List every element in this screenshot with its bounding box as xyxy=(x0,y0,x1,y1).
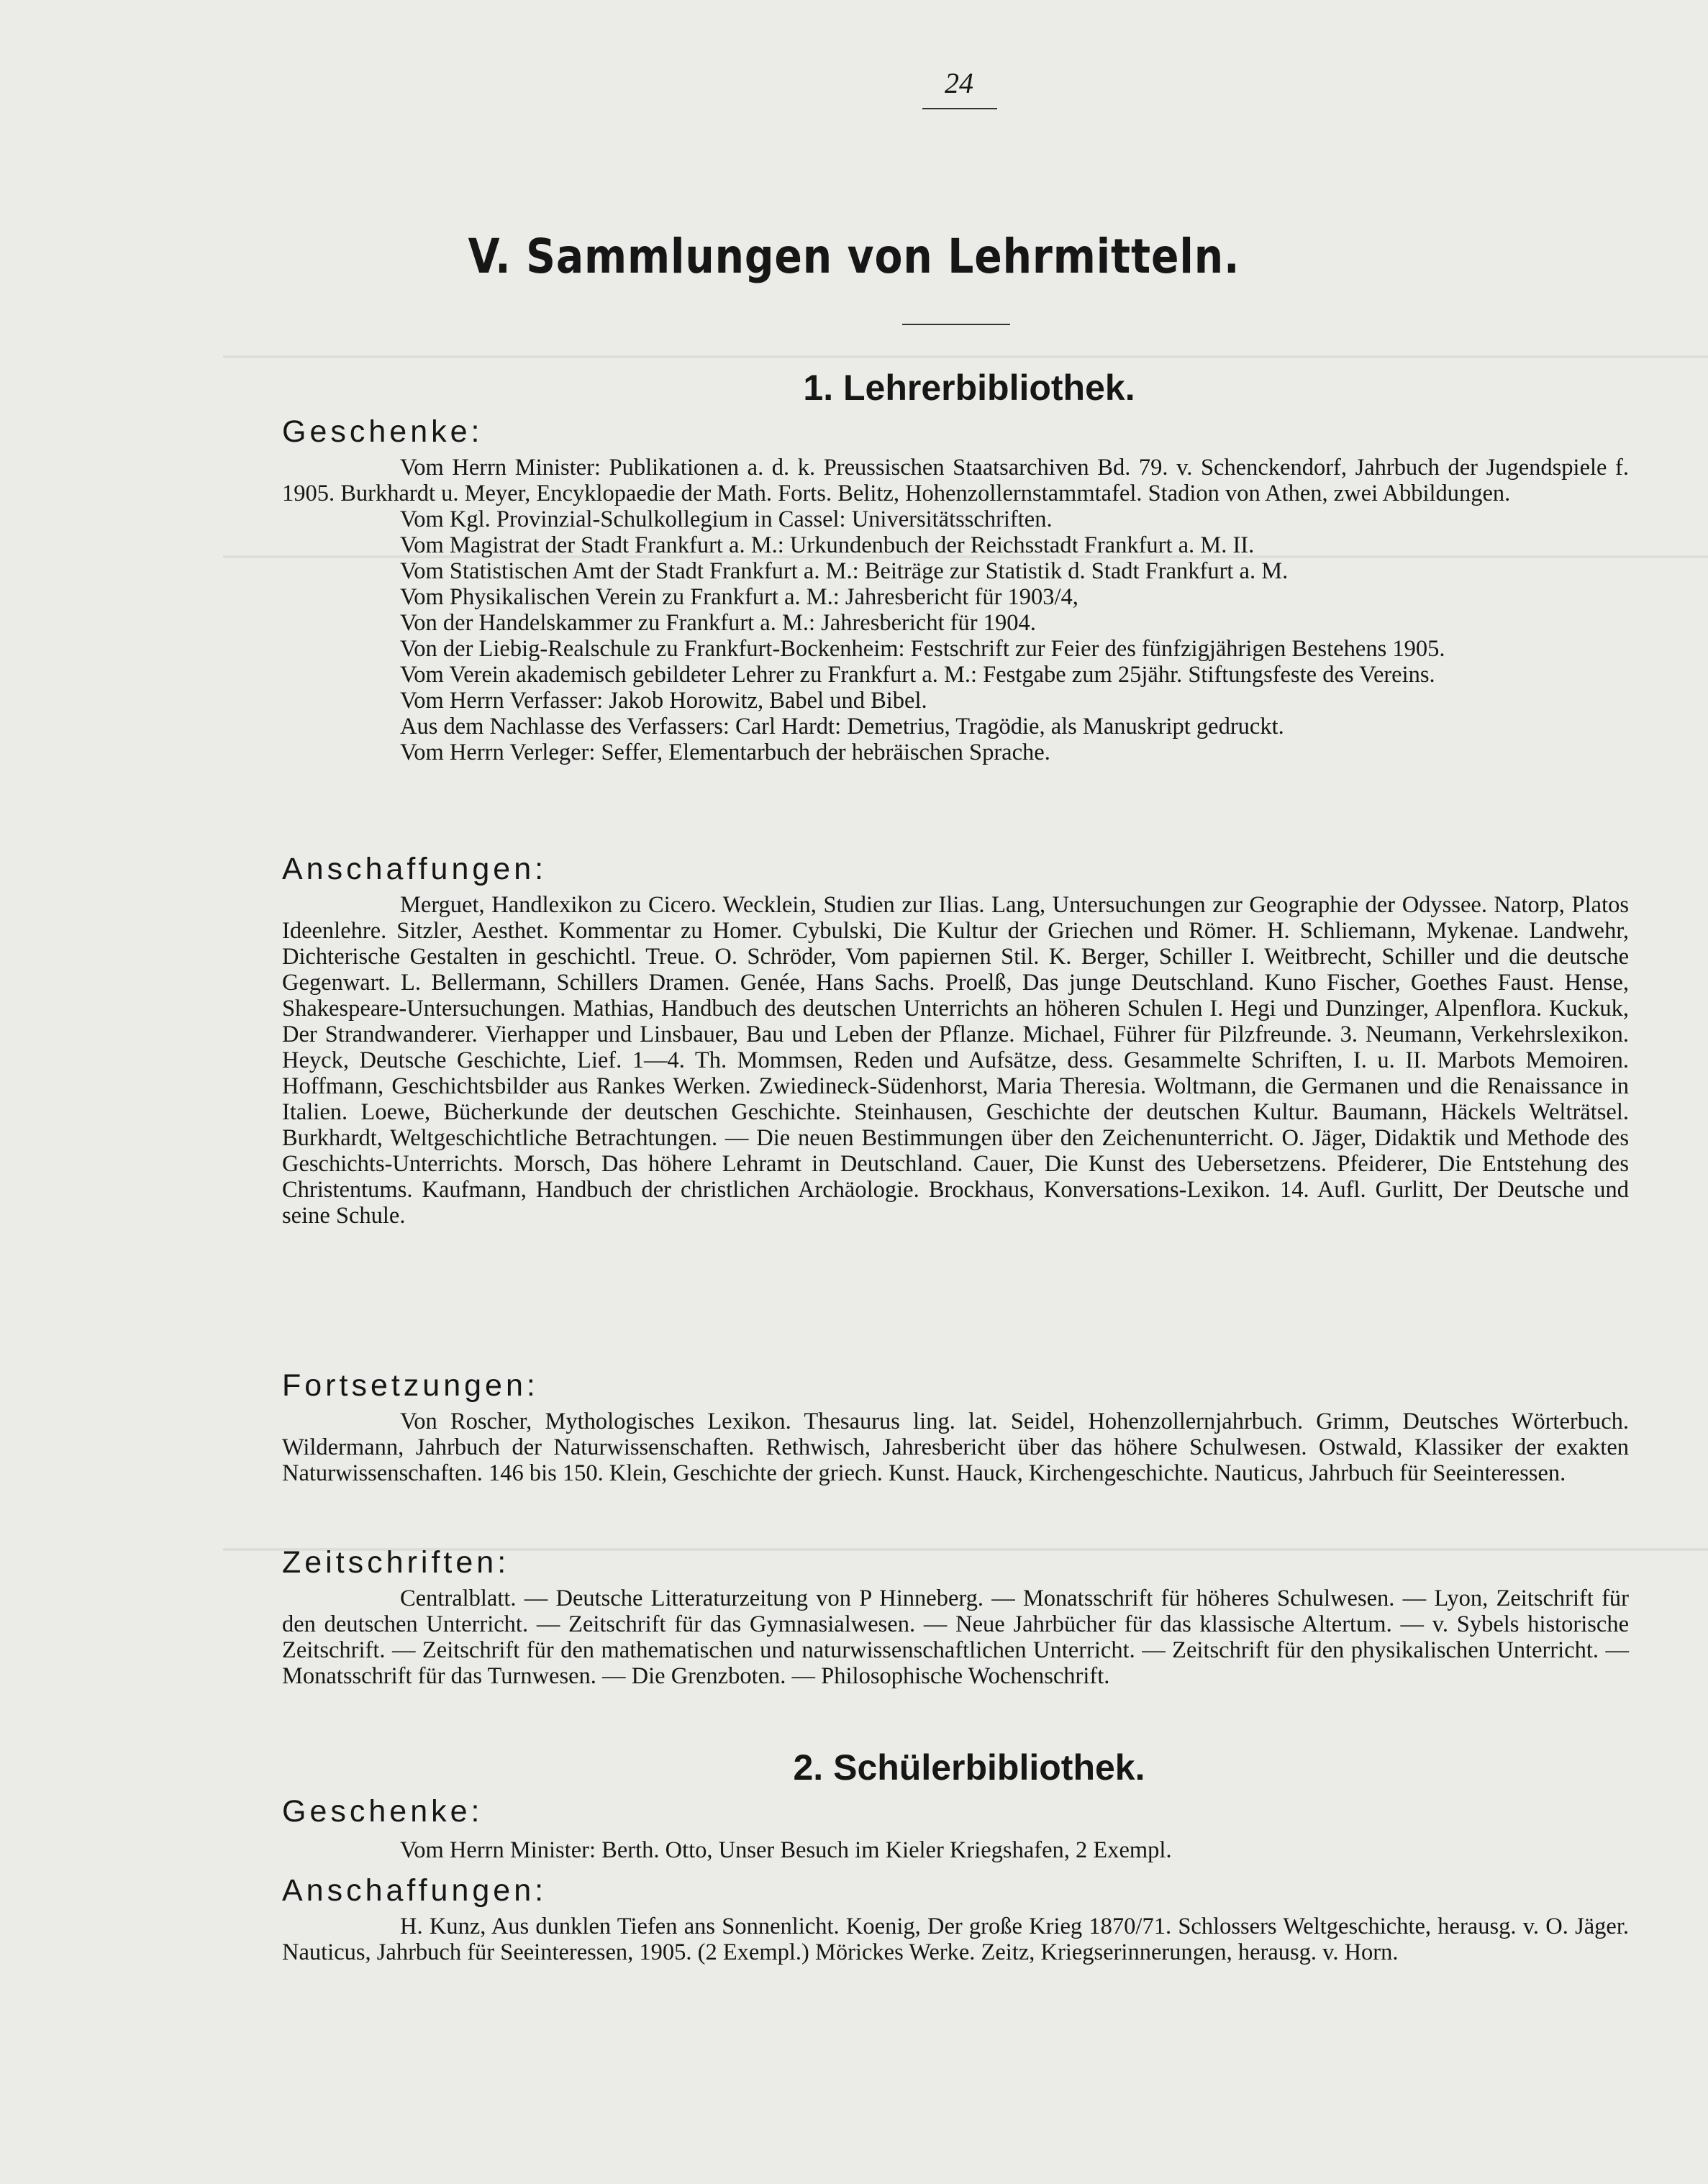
page-number-rule xyxy=(922,108,997,109)
heading-geschenke: Geschenke: xyxy=(282,414,483,449)
chapter-title: V. Sammlungen von Lehrmitteln. xyxy=(468,229,1240,284)
list-item: Aus dem Nachlasse des Verfassers: Carl Hardt: Demetrius, Tragödie, als Manuskript gedruckt. xyxy=(400,714,1284,740)
paragraph: Von Roscher, Mythologisches Lexikon. Thesaurus ling. lat. Seidel, Hohenzollernjahrbuch. Grimm, Deutsches Wörterbuch. Wildermann, Jahrbuch der Naturwissenschaften. Rethwisch, Jahresbericht über das höhere Schulwesen. Ostwald, Klassiker der exakten Naturwissenschaften. 146 bis 150. Klein, Geschichte der griech. Kunst. Hauck, Kirchengeschichte. Nauticus, Jahrbuch für Seeinteressen. xyxy=(282,1409,1629,1486)
paragraph: Centralblatt. — Deutsche Litteraturzeitung von P Hinneberg. — Monatsschrift für höheres Schulwesen. — Lyon, Zeitschrift für den deutschen Unterricht. — Zeitschrift für das Gymnasialwesen. — Neue Jahrbücher für das klassische Altertum. — v. Sybels historische Zeitschrift. — Zeitschrift für den mathematischen und naturwissenschaftlichen Unterricht. — Zeitschrift für den physikalischen Unterricht. — Monatsschrift für das Turnwesen. — Die Grenzboten. — Philosophische Wochenschrift. xyxy=(282,1585,1629,1689)
anschaffungen-text xyxy=(282,1914,1629,1965)
paragraph: Vom Herrn Minister: Berth. Otto, Unser Besuch im Kieler Kriegshafen, 2 Exempl. xyxy=(400,1837,1172,1863)
heading-geschenke: Geschenke: xyxy=(282,1794,483,1829)
bleed-through-rule xyxy=(223,355,1708,358)
list-item: Von der Liebig-Realschule zu Frankfurt-Bockenheim: Festschrift zur Feier des fünfzigjährigen Bestehens 1905. xyxy=(400,636,1445,662)
section-title-schuelerbibliothek: 2. Schülerbibliothek. xyxy=(793,1747,1145,1788)
list-item: Vom Physikalischen Verein zu Frankfurt a. M.: Jahresbericht für 1903/4, xyxy=(400,584,1078,610)
title-rule xyxy=(902,324,1010,325)
page-number: 24 xyxy=(945,67,973,99)
bleed-through-text xyxy=(432,281,443,315)
list-item: Vom Herrn Minister: Publikationen a. d. k. Preussischen Staatsarchiven Bd. 79. v. Schenckendorf, Jahrbuch der Jugendspiele f. 1905. Burkhardt u. Meyer, Encyklopaedie der Math. Forts. Belitz, Hohenzollernstammtafel. Stadion von Athen, zwei Abbildungen. xyxy=(282,455,1629,506)
heading-fortsetzungen: Fortsetzungen: xyxy=(282,1368,539,1403)
list-item: Vom Herrn Verleger: Seffer, Elementarbuch der hebräischen Sprache. xyxy=(400,740,1050,765)
geschenke-text xyxy=(282,1837,1629,1863)
list-item: Vom Herrn Verfasser: Jakob Horowitz, Babel und Bibel. xyxy=(400,688,927,714)
heading-anschaffungen: Anschaffungen: xyxy=(282,1873,548,1908)
heading-zeitschriften: Zeitschriften: xyxy=(282,1545,510,1580)
geschenke-list xyxy=(282,455,1629,765)
anschaffungen-text xyxy=(282,892,1629,1229)
list-item: Vom Magistrat der Stadt Frankfurt a. M.: Urkundenbuch der Reichsstadt Frankfurt a. M. II. xyxy=(400,532,1255,558)
list-item: Von der Handelskammer zu Frankfurt a. M.: Jahresbericht für 1904. xyxy=(400,610,1036,636)
list-item: Vom Verein akademisch gebildeter Lehrer zu Frankfurt a. M.: Festgabe zum 25jähr. Stiftungsfeste des Vereins. xyxy=(400,662,1435,688)
paragraph: Merguet, Handlexikon zu Cicero. Wecklein, Studien zur Ilias. Lang, Untersuchungen zur Geographie der Odyssee. Natorp, Platos Ideenlehre. Sitzler, Aesthet. Kommentar zu Homer. Cybulski, Die Kultur der Griechen und Römer. H. Schliemann, Mykenae. Landwehr, Dichterische Gestalten in geschichtl. Treue. O. Schröder, Vom papiernen Stil. K. Berger, Schiller I. Weitbrecht, Schiller und die deutsche Gegenwart. L. Bellermann, Schillers Dramen. Genée, Hans Sachs. Proelß, Das junge Deutschland. Kuno Fischer, Goethes Faust. Hense, Shakespeare-Untersuchungen. Mathias, Handbuch des deutschen Unterrichts an höheren Schulen I. Hegi und Dunzinger, Alpenflora. Kuckuk, Der Strandwanderer. Vierhapper und Linsbauer, Bau und Leben der Pflanze. Michael, Führer für Pilzfreunde. 3. Neumann, Verkehrslexikon. Heyck, Deutsche Geschichte, Lief. 1—4. Th. Mommsen, Reden und Aufsätze, dess. Gesammelte Schriften, I. u. II. Marbots Memoiren. Hoffmann, Geschichtsbilder aus Rankes Werken. Zwiedineck-Südenhorst, Maria Theresia. Woltmann, die Germanen und die Renaissance in Italien. Loewe, Bücherkunde der deutschen Geschichte. Steinhausen, Geschichte der deutschen Kultur. Baumann, Häckels Welträtsel. Burkhardt, Weltgeschichtliche Betrachtungen. — Die neuen Bestimmungen über den Zeichenunterricht. O. Jäger, Didaktik und Methode des Geschichts-Unterrichts. Morsch, Das höhere Lehramt in Deutschland. Cauer, Die Kunst des Uebersetzens. Pfeiderer, Die Entstehung des Christentums. Kaufmann, Handbuch der christlichen Archäologie. Brockhaus, Konversations-Lexikon. 14. Aufl. Gurlitt, Der Deutsche und seine Schule. xyxy=(282,892,1629,1229)
section-title-lehrerbibliothek: 1. Lehrerbibliothek. xyxy=(803,368,1135,408)
zeitschriften-text xyxy=(282,1585,1629,1689)
fortsetzungen-text xyxy=(282,1409,1629,1486)
paragraph: H. Kunz, Aus dunklen Tiefen ans Sonnenlicht. Koenig, Der große Krieg 1870/71. Schlossers Weltgeschichte, herausg. v. O. Jäger. Nauticus, Jahrbuch für Seeinteressen, 1905. (2 Exempl.) Mörickes Werke. Zeitz, Kriegserinnerungen, herausg. v. Horn. xyxy=(282,1914,1629,1965)
heading-anschaffungen: Anschaffungen: xyxy=(282,852,548,886)
list-item: Vom Statistischen Amt der Stadt Frankfurt a. M.: Beiträge zur Statistik d. Stadt Frankfurt a. M. xyxy=(400,558,1289,584)
list-item: Vom Kgl. Provinzial-Schulkollegium in Cassel: Universitätsschriften. xyxy=(400,506,1053,532)
